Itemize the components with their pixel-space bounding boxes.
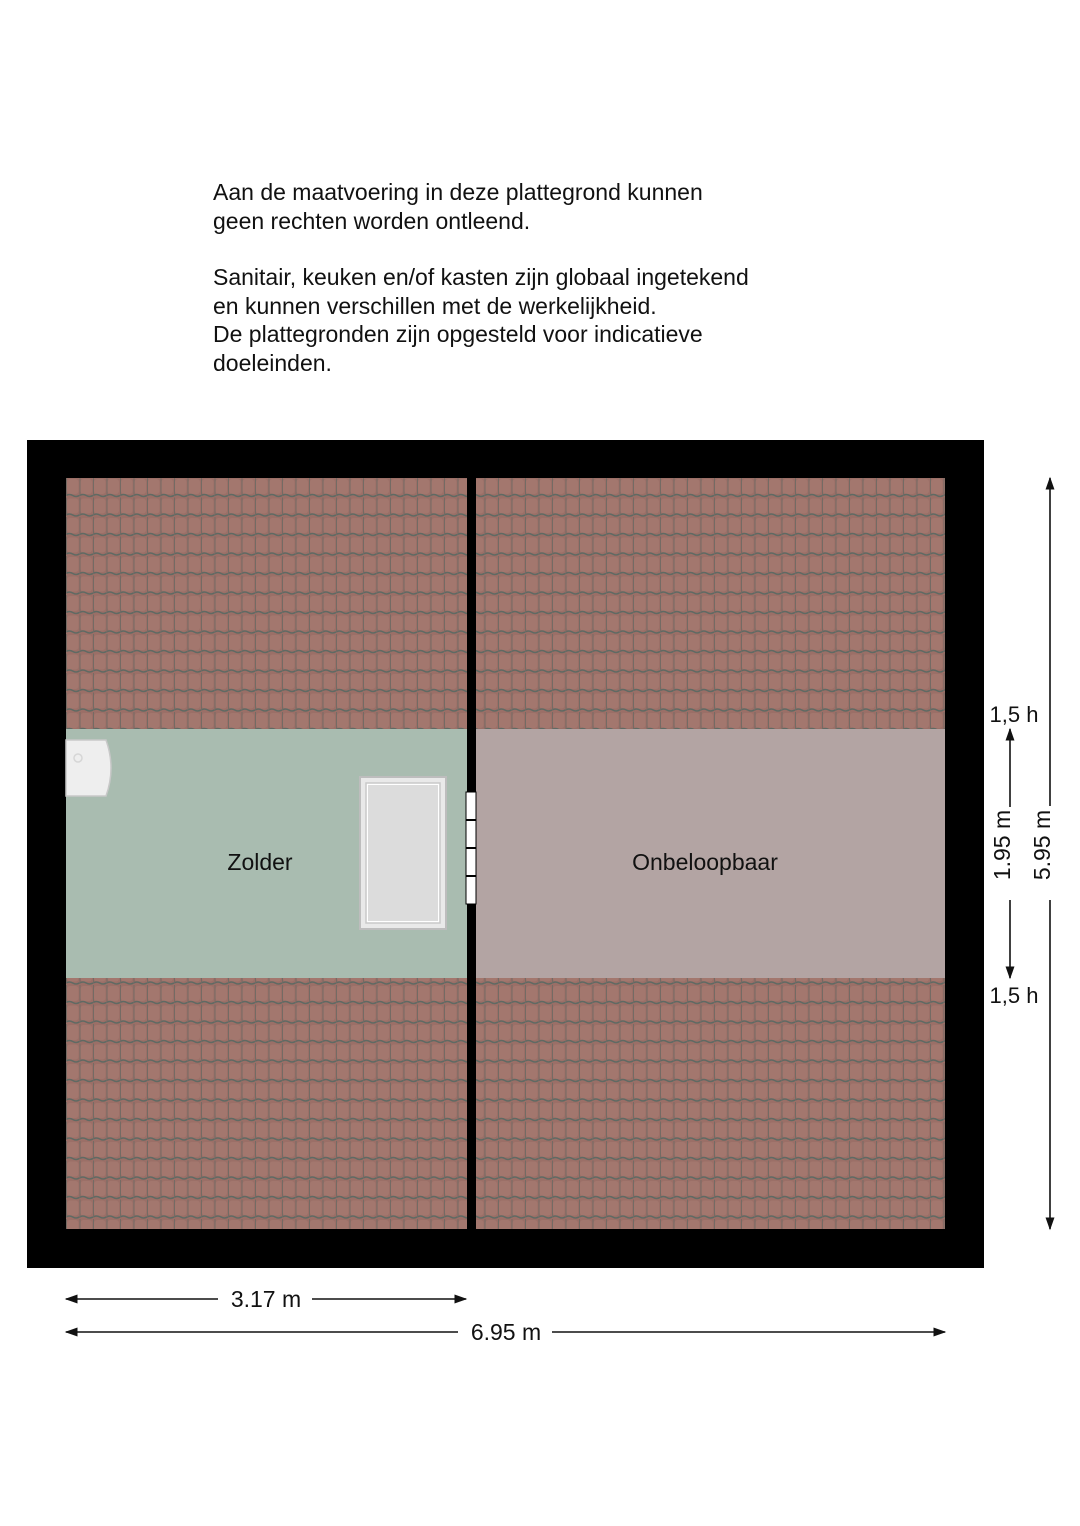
dimension-label-1-95: 1.95 m: [989, 809, 1015, 881]
headroom-label-lower: 1,5 h: [989, 983, 1039, 1008]
disclaimer-paragraph-1: Aan de maatvoering in deze plattegrond kunnen geen rechten worden ontleend.: [213, 179, 703, 234]
dimension-label-5-95: 5.95 m: [1029, 809, 1055, 881]
room-label-onbeloopbaar: Onbeloopbaar: [632, 849, 778, 875]
dimension-middle-height: [989, 729, 1015, 978]
boiler-unit: [66, 740, 111, 796]
dimension-label-3-17: 3.17 m: [230, 1286, 302, 1312]
disclaimer-paragraph-2: Sanitair, keuken en/of kasten zijn globaal ingetekend en kunnen verschillen met de werkelijkheid. De plattegronden zijn opgesteld voor indicatieve doeleinden.: [213, 264, 749, 376]
door-opening: [466, 792, 476, 904]
dimension-total-width: [66, 1319, 945, 1345]
dimension-label-6-95: 6.95 m: [470, 1319, 542, 1345]
headroom-label-upper: 1,5 h: [989, 702, 1039, 727]
stair-hatch: [360, 777, 446, 929]
room-label-zolder: Zolder: [227, 849, 293, 875]
dimension-partial-width: [66, 1286, 466, 1312]
dimension-total-height: [1029, 478, 1055, 1229]
